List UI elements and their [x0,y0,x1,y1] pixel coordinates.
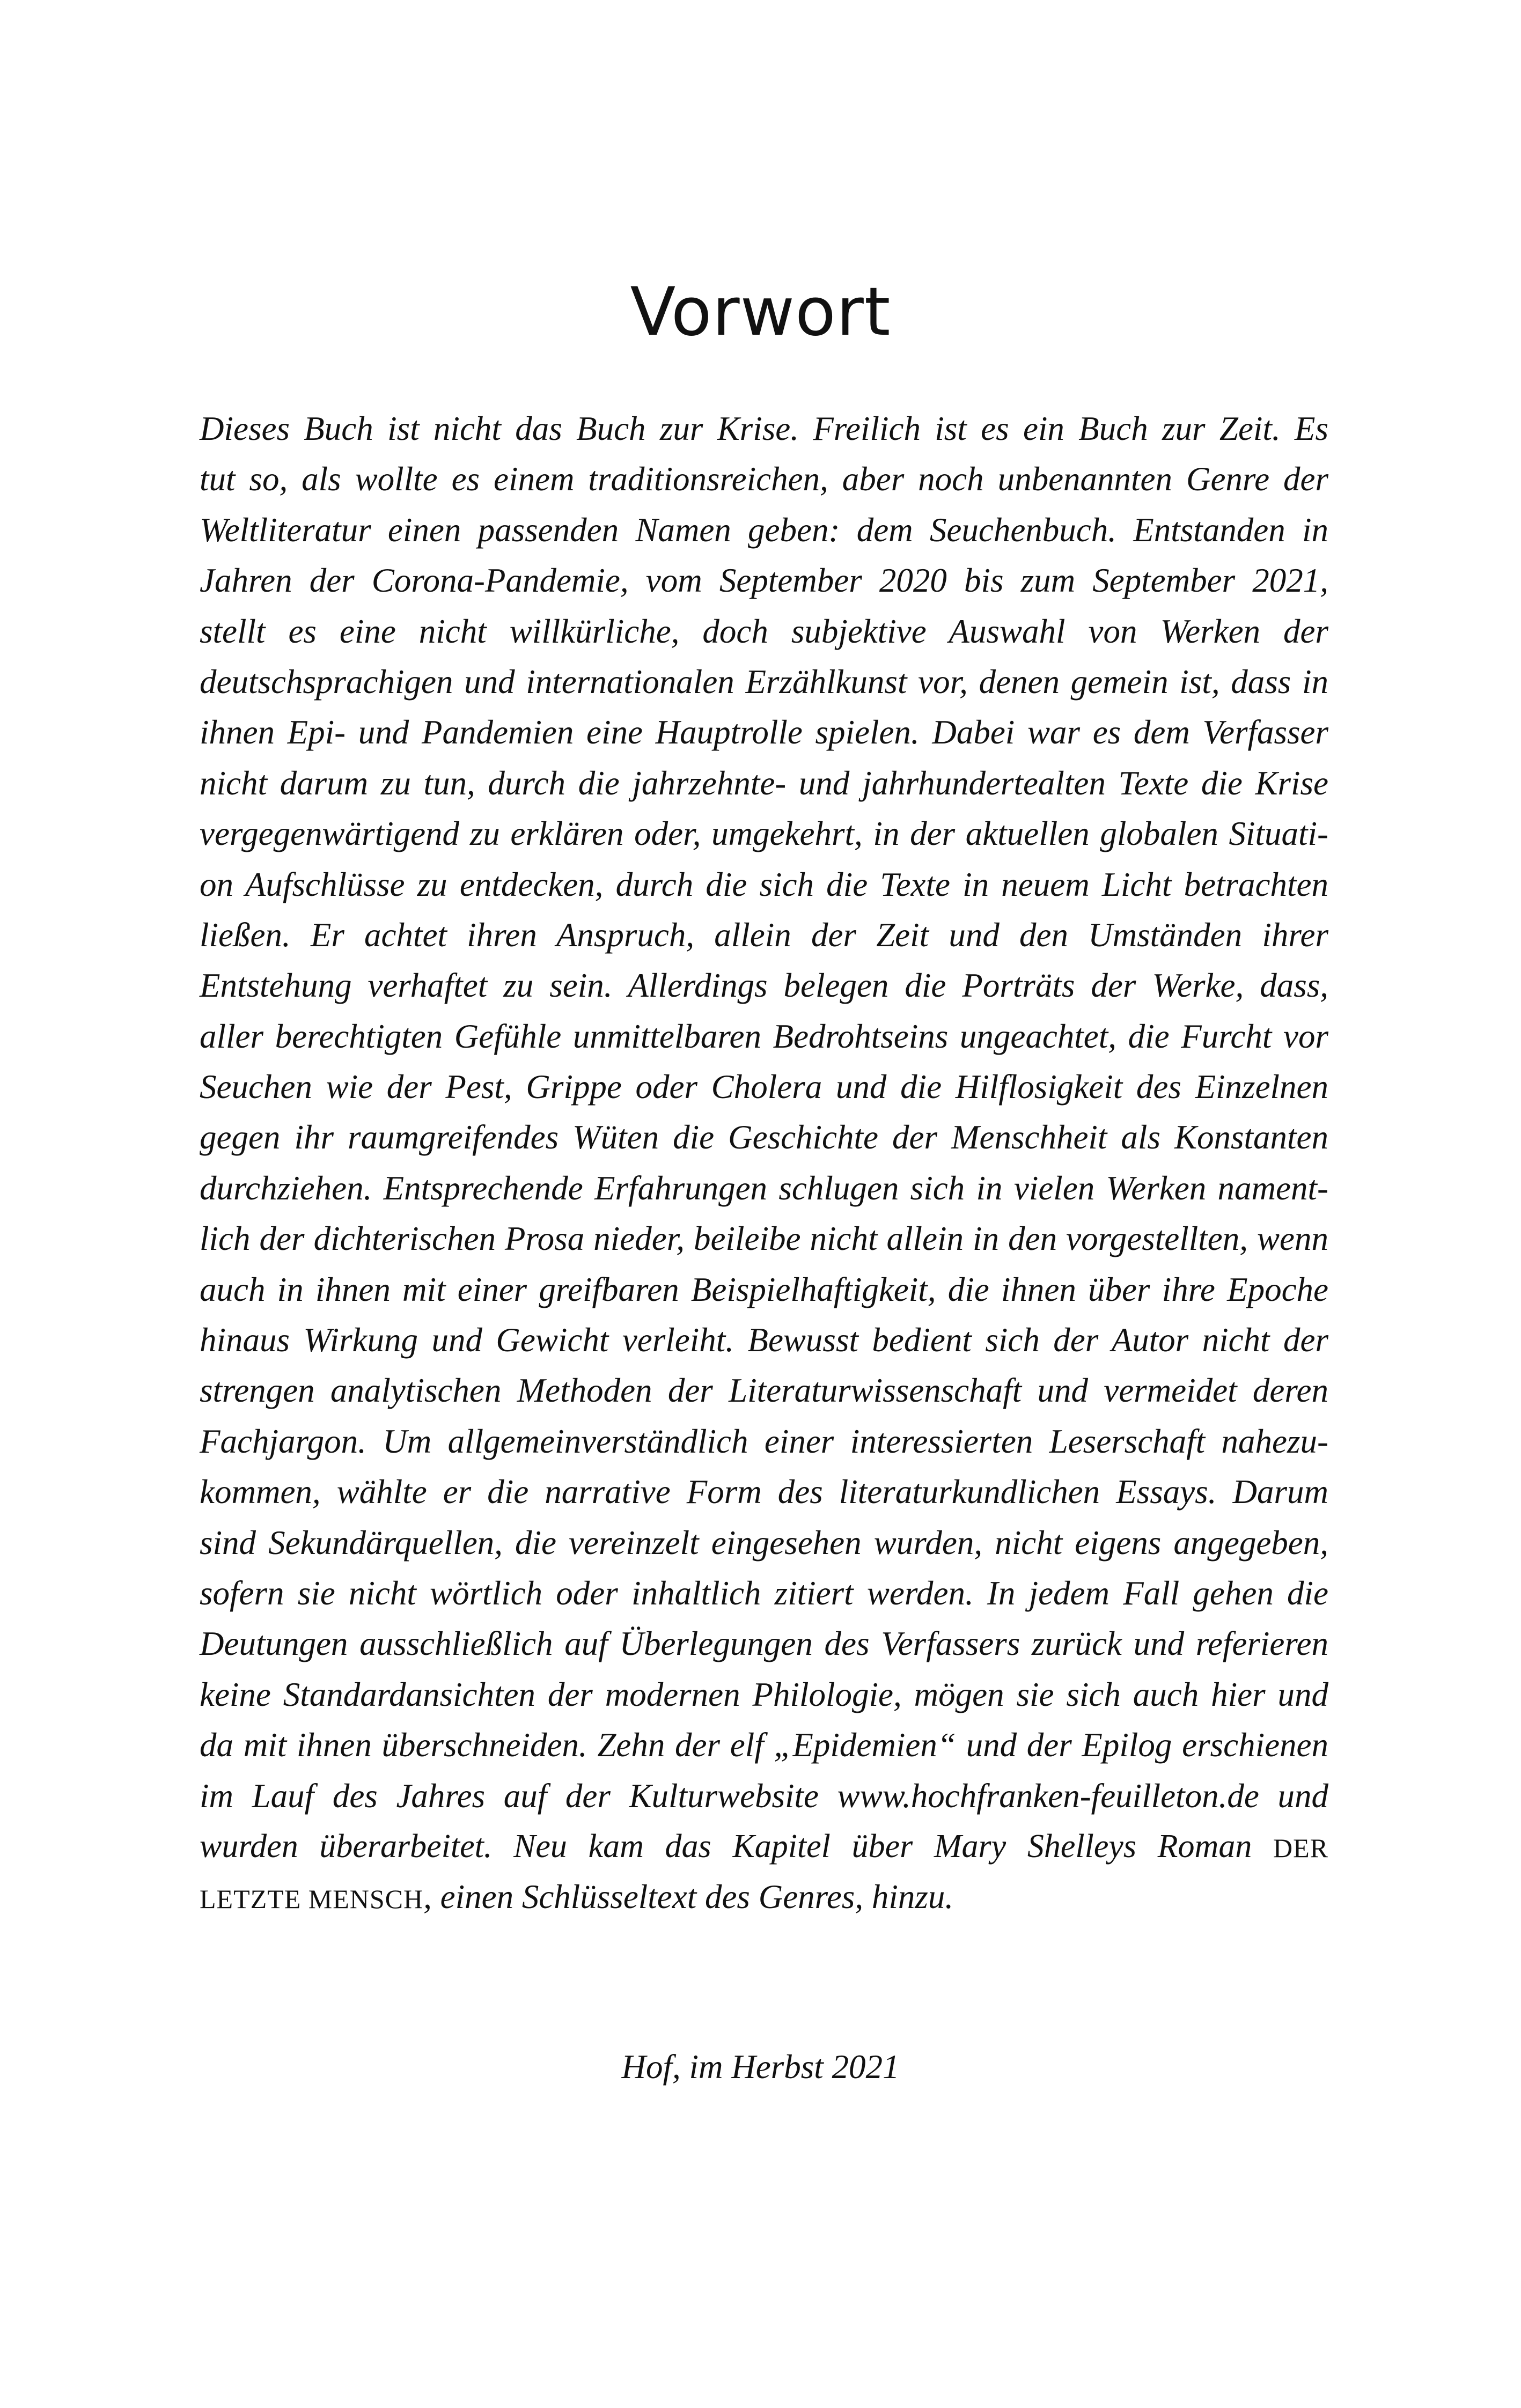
text-line: strengen analytischen Methoden der Literaturwissenschaft und vermeidet deren [200,1372,1328,1410]
text-line: Jahren der Corona-Pandemie, vom September 2020 bis zum September 2021, [200,562,1328,600]
text-line: deutschsprachigen und internationalen Erzählkunst vor, denen gemein ist, dass in [200,662,1328,701]
text-line: kommen, wählte er die narrative Form des literaturkundlichen Essays. Darum [200,1473,1328,1511]
text-line: ließen. Er achtet ihren Anspruch, allein der Zeit und den Umständen ihrer [200,916,1328,954]
text-line: Dieses Buch ist nicht das Buch zur Krise. Freilich ist es ein Buch zur Zeit. Es [200,410,1328,447]
text-line-segment: wurden überarbeitet. Neu kam das Kapitel über Mary Shelleys Roman [200,1828,1252,1865]
text-line: sofern sie nicht wörtlich oder inhaltlich zitiert werden. In jedem Fall gehen die [200,1574,1328,1612]
text-line: on Aufschlüsse zu entdecken, durch die sich die Texte in neuem Licht betrachten [200,865,1328,903]
page-title: Vorwort [630,274,891,351]
book-title-smallcaps: DER [1273,1832,1329,1863]
text-line: Entstehung verhaftet zu sein. Allerdings belegen die Porträts der Werke, dass, [200,967,1328,1005]
place-date-signature: Hof, im Herbst 2021 [621,2048,900,2086]
text-line: stellt es eine nicht willkürliche, doch subjektive Auswahl von Werken der [200,612,1328,650]
text-line: nicht darum zu tun, durch die jahrzehnte- und jahrhundertealten Texte die Krise [200,764,1328,802]
text-line: Weltliteratur einen passenden Namen geben: dem Seuchenbuch. Entstanden in [200,511,1328,549]
text-line: im Lauf des Jahres auf der Kulturwebsite www.hochfranken-feuilleton.de und [200,1777,1328,1815]
text-line-segment: , einen Schlüsseltext des Genres, hinzu. [423,1878,954,1916]
text-line-final [200,1872,1328,1922]
text-line: Seuchen wie der Pest, Grippe oder Cholera und die Hilflosigkeit des Einzelnen [200,1068,1328,1106]
text-line: Fachjargon. Um allgemeinverständlich einer interessierten Leserschaft nahezu- [200,1422,1328,1460]
text-line-with-book-title [200,1821,1328,1872]
text-line: hinaus Wirkung und Gewicht verleiht. Bewusst bedient sich der Autor nicht der [200,1321,1328,1359]
text-line: lich der dichterischen Prosa nieder, beileibe nicht allein in den vorgestellten, wenn [200,1220,1328,1258]
preface-body [200,403,1328,1923]
text-line: da mit ihnen überschneiden. Zehn der elf „Epidemien“ und der Epilog erschienen [200,1726,1328,1764]
text-line: Deutungen ausschließlich auf Überlegungen des Verfassers zurück und referieren [200,1625,1328,1663]
text-line: ihnen Epi- und Pandemien eine Hauptrolle spielen. Dabei war es dem Verfasser [200,713,1328,752]
text-line: aller berechtigten Gefühle unmittelbaren Bedrohtseins ungeachtet, die Furcht vor [200,1017,1328,1055]
text-line: vergegenwärtigend zu erklären oder, umgekehrt, in der aktuellen globalen Situati- [200,815,1328,853]
text-line: gegen ihr raumgreifendes Wüten die Geschichte der Menschheit als Konstanten [200,1118,1328,1157]
text-line: auch in ihnen mit einer greifbaren Beispielhaftigkeit, die ihnen über ihre Epoche [200,1270,1328,1308]
text-line: tut so, als wollte es einem traditionsreichen, aber noch unbenannten Genre der [200,460,1328,498]
text-line: keine Standardansichten der modernen Philologie, mögen sie sich auch hier und [200,1675,1328,1713]
text-line: sind Sekundärquellen, die vereinzelt eingesehen wurden, nicht eigens angegeben, [200,1523,1328,1562]
text-line: durchziehen. Entsprechende Erfahrungen schlugen sich in vielen Werken nament- [200,1169,1328,1207]
book-title-smallcaps: LETZTE MENSCH [200,1884,424,1914]
